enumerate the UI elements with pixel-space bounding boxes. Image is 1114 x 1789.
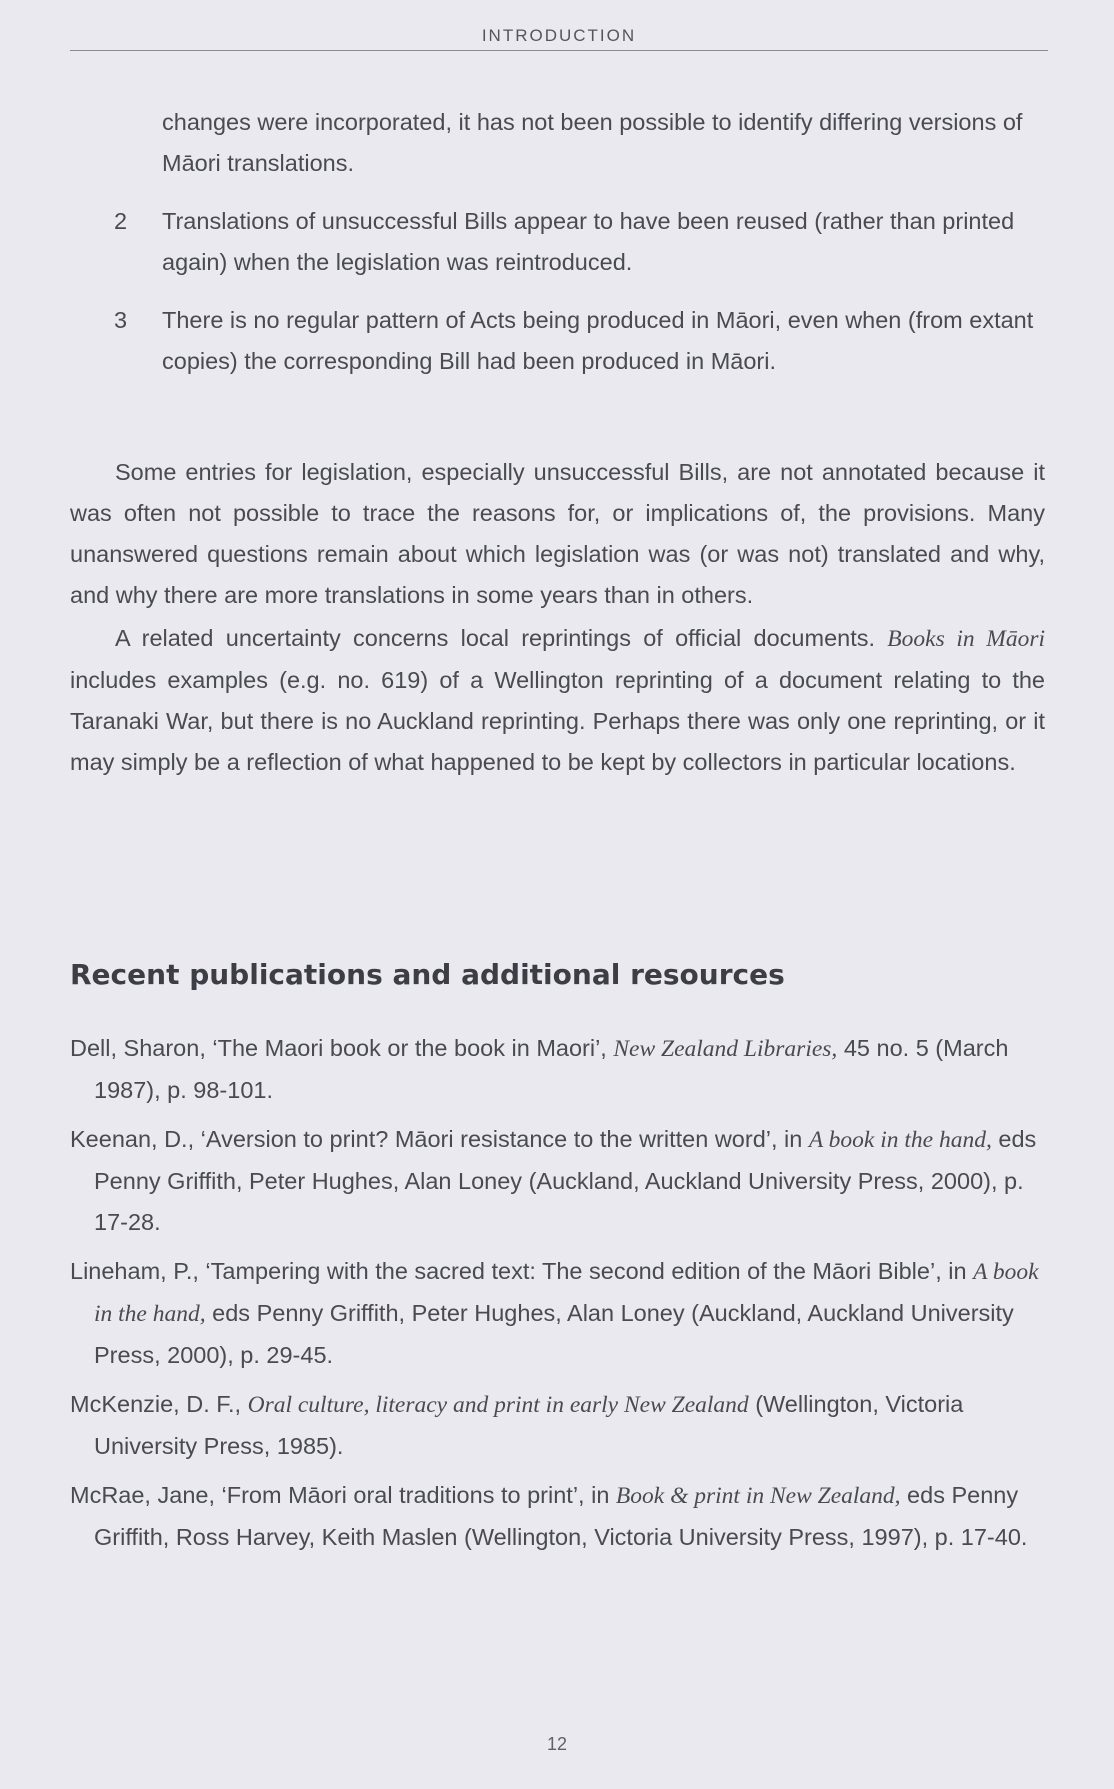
list-item bbox=[70, 201, 1045, 283]
reference-text: Lineham, P., ‘Tampering with the sacred text: The second edition of the Māori Bible’, in bbox=[70, 1258, 974, 1284]
numbered-list bbox=[70, 102, 1045, 399]
book-title: Books in Māori bbox=[887, 626, 1045, 652]
paragraph bbox=[70, 618, 1045, 783]
reference-text: McKenzie, D. F., bbox=[70, 1391, 248, 1417]
reference-entry bbox=[70, 1251, 1045, 1376]
list-item-text: changes were incorporated, it has not been possible to identify differing versions of Māori translations. bbox=[162, 109, 1023, 176]
reference-title: New Zealand Libraries, bbox=[613, 1036, 838, 1062]
reference-text: eds Penny Griffith, Peter Hughes, Alan Loney (Auckland, Auckland University Press, 2000), p. 17-28. bbox=[94, 1126, 1037, 1235]
header-rule bbox=[70, 50, 1048, 51]
reference-entry bbox=[70, 1028, 1045, 1111]
list-number: 3 bbox=[114, 307, 128, 333]
paragraph: Some entries for legislation, especially unsuccessful Bills, are not annotated because it was often not possible to trace the reasons for, or implications of, the provisions. Many unanswered questions remain about which legislation was (or was not) translated and why, and why there are more translations in some years than in others. bbox=[70, 459, 1045, 608]
paragraph-text: includes examples (e.g. no. 619) of a Wellington reprinting of a document relating to the Taranaki War, but there is no Auckland reprinting. Perhaps there was only one reprinting, or it may simply be a reflection of what happened to be kept by collectors in particular locations. bbox=[70, 667, 1045, 775]
reference-entry bbox=[70, 1119, 1045, 1243]
reference-text: Keenan, D., ‘Aversion to print? Māori resistance to the written word’, in bbox=[70, 1126, 809, 1152]
body-paragraphs bbox=[70, 452, 1045, 785]
reference-text: Dell, Sharon, ‘The Maori book or the book in Maori’, bbox=[70, 1035, 614, 1061]
list-item-text: Translations of unsuccessful Bills appear to have been reused (rather than printed again) when the legislation was reintroduced. bbox=[162, 208, 1015, 275]
reference-text: McRae, Jane, ‘From Māori oral traditions to print’, in bbox=[70, 1482, 616, 1508]
reference-text: (Wellington, Victoria University Press, 1985). bbox=[94, 1391, 964, 1459]
reference-text: eds Penny Griffith, Peter Hughes, Alan Loney (Auckland, Auckland University Press, 2000), p. 29-45. bbox=[94, 1300, 1014, 1368]
running-head: INTRODUCTION bbox=[481, 26, 637, 45]
list-item bbox=[70, 300, 1045, 382]
section-heading: Recent publications and additional resources bbox=[70, 958, 785, 991]
reference-title: A book in the hand, bbox=[94, 1259, 1039, 1327]
reference-entry bbox=[70, 1384, 1045, 1467]
reference-title: Oral culture, literacy and print in early New Zealand bbox=[247, 1392, 749, 1418]
list-number: 2 bbox=[114, 208, 128, 234]
reference-title: Book & print in New Zealand, bbox=[615, 1483, 901, 1509]
list-item-text: There is no regular pattern of Acts being produced in Māori, even when (from extant copies) the corresponding Bill had been produced in Māori. bbox=[162, 307, 1034, 374]
paragraph-text: A related uncertainty concerns local reprintings of official documents. bbox=[115, 625, 888, 651]
reference-title: A book in the hand, bbox=[808, 1127, 992, 1153]
reference-entry bbox=[70, 1475, 1045, 1558]
reference-list bbox=[70, 1028, 1045, 1566]
reference-text: eds Penny Griffith, Ross Harvey, Keith Maslen (Wellington, Victoria University Press, 1997), p. 17-40. bbox=[94, 1482, 1028, 1550]
page-number: 12 bbox=[546, 1734, 568, 1754]
list-item bbox=[70, 102, 1045, 184]
reference-text: 45 no. 5 (March 1987), p. 98-101. bbox=[94, 1035, 1009, 1103]
